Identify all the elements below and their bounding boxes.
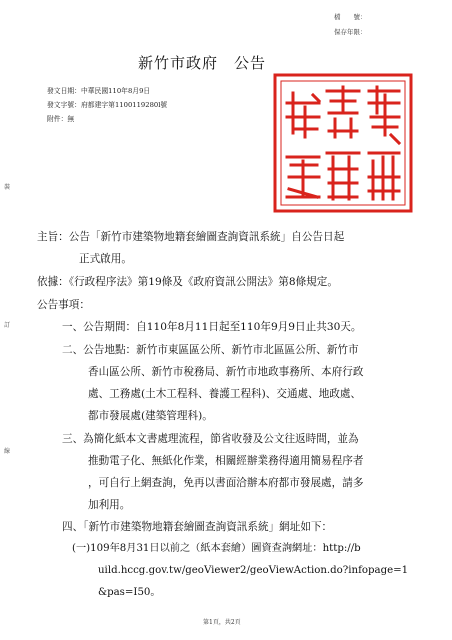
item-1: 一、公告期間：自110年8月11日起至110年9月9日止共30天。 [62,321,362,333]
binding-mark-bottom: 線 [4,448,11,455]
item-4-sub-line-3: &pas=I50。 [98,587,161,598]
issue-date: 發文日期：中華民國110年8月9日 [47,87,151,95]
item-3-line-1: 三、為簡化紙本文書處理流程，節省收發及公文往返時間，並為 [62,433,359,445]
items-title: 公告事項： [37,299,90,311]
item-2-line-4: 都市發展處(建築管理科)。 [88,410,213,422]
seal-graphic [273,73,413,213]
item-2-line-1: 二、公告地點：新竹市東區區公所、新竹市北區區公所、新竹市 [62,344,359,356]
official-seal [273,73,413,213]
file-number-label: 檔 號： [334,13,367,21]
item-4-sub-line-1: (一)109年8月31日以前之（紙本套繪）圖資查詢網址：http://b [72,543,361,554]
attachment: 附件：無 [47,115,75,123]
item-2-line-3: 處、工務處(土木工程科、養護工程科)、交通處、地政處、 [88,388,362,400]
page-number: 第1頁，共2頁 [203,619,241,626]
issue-number: 發文字號：府都建字第1100119280l號 [47,101,168,109]
item-3-line-2: 推動電子化、無紙化作業，相關經辦業務得適用簡易程序者 [88,455,364,467]
item-3-line-3: ，可自行上網查詢，免再以書面洽辦本府都市發展處，請多 [88,477,364,489]
binding-mark-top: 裝 [4,184,11,191]
basis-line: 依據：《行政程序法》第19條及《政府資訊公開法》第8條規定。 [37,276,338,288]
item-4: 四、「新竹市建築物地籍套繪圖查詢資訊系統」網址如下： [62,521,333,533]
page-title: 新竹市政府 公告 [138,54,267,72]
subject-line-2: 正式啟用。 [79,253,132,265]
retention-label: 保存年限： [334,28,367,36]
item-3-line-4: 加利用。 [88,499,131,511]
subject-line-1: 主旨：公告「新竹市建築物地籍套繪圖查詢資訊系統」自公告日起 [37,231,345,243]
item-4-sub-line-2: uild.hccg.gov.tw/geoViewer2/geoViewAction.do?infopage=1 [98,565,409,576]
binding-mark-middle: 訂 [4,322,11,329]
item-2-line-2: 香山區公所、新竹市稅務局、新竹市地政事務所、本府行政 [88,366,364,378]
